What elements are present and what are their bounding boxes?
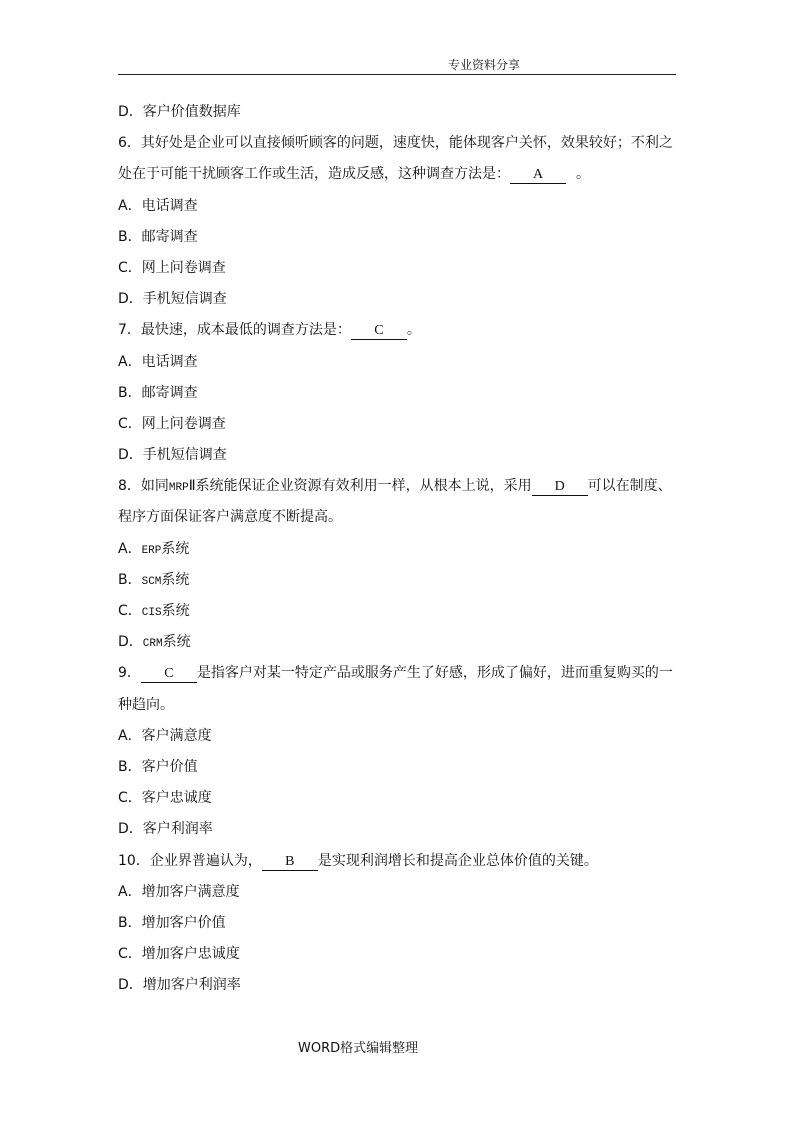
option-line: B．邮寄调查	[118, 228, 198, 245]
question-10-answer: B	[262, 854, 318, 871]
question-7-tail: 。	[406, 322, 421, 339]
option-line: D．客户利润率	[118, 821, 213, 838]
option-line: C．增加客户忠诚度	[118, 946, 240, 963]
question-10-line	[118, 846, 684, 877]
option-line: C．网上问卷调查	[118, 259, 226, 276]
option-line: D．手机短信调查	[118, 291, 227, 308]
option-code: CRM	[142, 638, 163, 651]
question-6-answer: A	[510, 167, 566, 184]
option-line	[118, 627, 684, 658]
option-line	[118, 534, 684, 565]
option-line: B．增加客户价值	[118, 914, 226, 931]
option-text: 系统	[161, 571, 190, 588]
option-line: A．电话调查	[118, 197, 198, 214]
question-7-line	[118, 315, 684, 346]
option-letter: C．	[118, 603, 142, 619]
option-line	[118, 565, 684, 596]
question-8-mid: 系统能保证企业资源有效利用一样，从根本上说，采用	[195, 478, 532, 495]
question-8-answer: D	[532, 479, 588, 496]
question-8-line-2: 程序方面保证客户满意度不断提高。	[118, 509, 342, 526]
question-9-line-1	[118, 658, 684, 689]
option-text: 系统	[162, 634, 191, 651]
option-text: 系统	[161, 540, 190, 557]
option-line: D．手机短信调查	[118, 447, 227, 464]
question-6-tail: 。	[576, 166, 590, 183]
question-8-roman: Ⅱ	[188, 478, 196, 495]
question-10-text: 10．企业界普遍认为，	[118, 852, 262, 869]
option-code: SCM	[141, 575, 162, 588]
option-code: CIS	[141, 607, 162, 619]
option-line: B．邮寄调查	[118, 384, 198, 401]
question-10-tail: 是实现利润增长和提高企业总体价值的关键。	[317, 852, 598, 869]
option-line: D．客户价值数据库	[118, 104, 241, 120]
question-9-text: 9．	[118, 665, 141, 682]
question-6-text: 处在于可能干扰顾客工作或生活，造成反感，这种调查方法是：	[118, 166, 510, 183]
option-line	[118, 596, 684, 627]
question-8-text: 8．如同	[118, 478, 169, 495]
option-letter: A．	[118, 540, 142, 557]
option-line: D．增加客户利润率	[118, 977, 241, 994]
option-line: C．网上问卷调查	[118, 415, 226, 432]
option-letter: B．	[118, 571, 142, 588]
question-9-line-2: 种趋向。	[118, 696, 174, 713]
header-rule	[118, 74, 676, 75]
option-text: 系统	[161, 603, 190, 619]
option-line: B．客户价值	[118, 758, 198, 775]
option-code: ERP	[141, 544, 162, 557]
question-6-line-2	[118, 159, 684, 190]
option-letter: D．	[118, 634, 143, 651]
question-9-tail: 是指客户对某一特定产品或服务产生了好感，形成了偏好，进而重复购买的一	[196, 665, 673, 682]
question-8-line-1	[118, 471, 684, 502]
question-6-line-1: 6．其好处是企业可以直接倾听顾客的问题，速度快，能体现客户关怀，效果较好；不利之	[118, 135, 673, 152]
page-footer: WORD格式编辑整理	[298, 1041, 419, 1056]
question-7-text: 7．最快速，成本最低的调查方法是：	[118, 322, 351, 339]
question-content	[118, 97, 684, 1001]
option-line: A．增加客户满意度	[118, 883, 240, 900]
question-9-answer: C	[141, 666, 197, 683]
question-7-answer: C	[351, 323, 407, 340]
question-8-mrp: MRP	[168, 482, 189, 495]
page-header: 专业资料分享	[448, 58, 521, 72]
option-line: C．客户忠诚度	[118, 790, 212, 807]
question-8-tail: 可以在制度、	[587, 478, 672, 495]
option-line: A．电话调查	[118, 353, 198, 370]
option-line: A．客户满意度	[118, 727, 212, 744]
